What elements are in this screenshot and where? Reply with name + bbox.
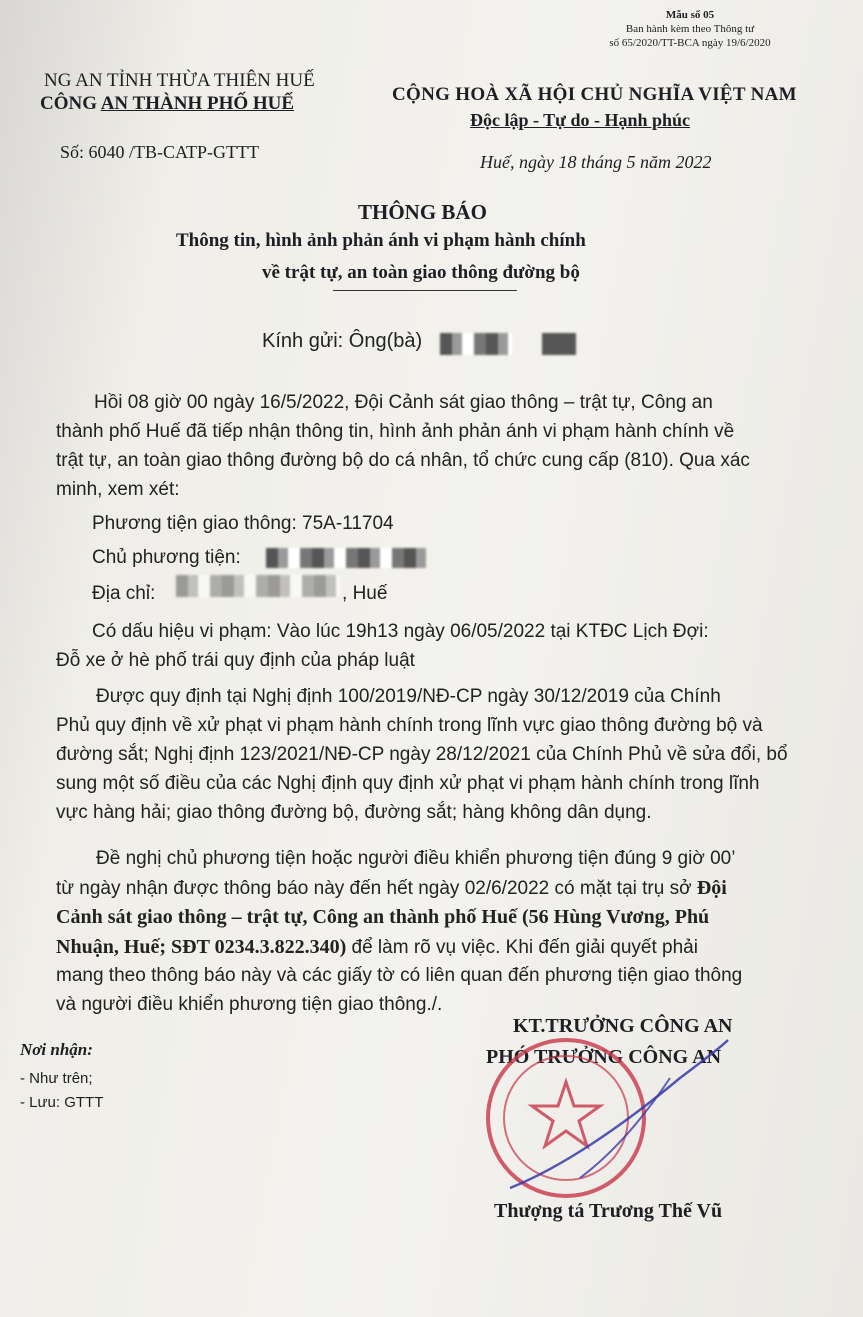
stamp-star-icon: [532, 1082, 600, 1146]
para1-line-2: thành phố Huế đã tiếp nhận thông tin, hình ảnh phản ánh vi phạm hành chính về: [56, 421, 735, 442]
vehicle-plate: Phương tiện giao thông: 75A-11704: [92, 513, 394, 534]
redacted-address: [176, 575, 340, 597]
agency-line-2-underlined: AN THÀNH PHỐ HUẾ: [100, 93, 295, 114]
request-line-3: Cảnh sát giao thông – trật tự, Công an thành phố Huế (56 Hùng Vương, Phú: [56, 906, 710, 928]
agency-line-1: NG AN TỈNH THỪA THIÊN HUẾ: [44, 70, 315, 91]
address-city: Huế: [352, 583, 388, 604]
form-issued-with: Ban hành kèm theo Thông tư: [625, 23, 755, 35]
signature-stroke-2: [580, 1078, 670, 1178]
place-date: Huế, ngày 18 tháng 5 năm 2022: [480, 152, 712, 172]
document-subtitle-1: Thông tin, hình ảnh phản ánh vi phạm hành chính: [176, 230, 586, 251]
legal-line-4: sung một số điều của các Nghị định quy định xử phạt vi phạm hành chính trong lĩnh: [56, 773, 760, 794]
signer-name: Thượng tá Trương Thế Vũ: [494, 1200, 723, 1222]
legal-line-1: Được quy định tại Nghị định 100/2019/NĐ-CP ngày 30/12/2019 của Chính: [96, 686, 721, 707]
form-note: [560, 8, 820, 50]
para1-line-4: minh, xem xét:: [56, 479, 180, 500]
form-circular: số 65/2020/TT-BCA ngày 19/6/2020: [609, 37, 771, 49]
title-underline: [333, 290, 517, 291]
legal-line-2: Phủ quy định về xử phạt vi phạm hành chính trong lĩnh vực giao thông đường bộ và: [56, 715, 763, 736]
signature-title-1: KT.TRƯỞNG CÔNG AN: [513, 1015, 733, 1037]
recipients-label: Nơi nhận:: [20, 1040, 93, 1059]
legal-line-5: vực hàng hải; giao thông đường bộ, đường sắt; hàng không dân dụng.: [56, 802, 652, 823]
address-suffix: , Huế: [342, 583, 388, 604]
official-stamp: [470, 1018, 730, 1208]
request-line-4: [56, 936, 698, 959]
salutation: Kính gửi: Ông(bà): [262, 330, 423, 352]
request-line-2-bold: Đội: [696, 877, 727, 899]
recipient-item-1: - Như trên;: [20, 1070, 93, 1087]
request-line-6: và người điều khiển phương tiện giao thông./.: [56, 994, 443, 1015]
nation-title: CỘNG HOÀ XÃ HỘI CHỦ NGHĨA VIỆT NAM: [392, 84, 797, 105]
address-label: Địa chỉ:: [92, 583, 156, 604]
request-line-2-normal: từ ngày nhận được thông báo này đến hết ngày 02/6/2022 có mặt tại trụ sở: [56, 878, 697, 899]
request-line-1: Đề nghị chủ phương tiện hoặc người điều khiển phương tiện đúng 9 giờ 00’: [96, 848, 736, 869]
agency-line-2-prefix: CÔNG: [40, 93, 101, 114]
redacted-owner: [266, 548, 426, 568]
signature-title-2: PHÓ TRƯỞNG CÔNG AN: [486, 1046, 722, 1068]
para1-line-3: trật tự, an toàn giao thông đường bộ do cá nhân, tổ chức cung cấp (810). Qua xác: [56, 450, 750, 471]
agency-line-2: [40, 93, 294, 115]
owner-label: Chủ phương tiện:: [92, 547, 241, 568]
motto: Độc lập - Tự do - Hạnh phúc: [470, 110, 691, 130]
document-subtitle-2: về trật tự, an toàn giao thông đường bộ: [262, 262, 580, 283]
violation-line-1: Có dấu hiệu vi phạm: Vào lúc 19h13 ngày 06/05/2022 tại KTĐC Lịch Đợi:: [92, 621, 709, 642]
request-line-5: mang theo thông báo này và các giấy tờ có liên quan đến phương tiện giao thông: [56, 965, 743, 986]
document-title: THÔNG BÁO: [358, 200, 487, 224]
redacted-name-2: [542, 333, 576, 355]
recipient-item-2: - Lưu: GTTT: [20, 1094, 104, 1111]
legal-line-3: đường sắt; Nghị định 123/2021/NĐ-CP ngày 28/12/2021 của Chính Phủ về sửa đổi, bổ: [56, 744, 788, 765]
violation-line-2: Đỗ xe ở hè phố trái quy định của pháp luật: [56, 650, 415, 671]
redacted-name-1: [440, 333, 512, 355]
document-number: Số: 6040 /TB-CATP-GTTT: [60, 142, 260, 162]
request-line-2: [56, 877, 727, 900]
request-line-4-bold: Nhuận, Huế; SĐT 0234.3.822.340): [56, 936, 347, 958]
request-line-4-normal: để làm rõ vụ việc. Khi đến giải quyết phải: [346, 937, 698, 958]
form-number: Mẫu số 05: [665, 9, 715, 21]
para1-line-1: Hồi 08 giờ 00 ngày 16/5/2022, Đội Cảnh sát giao thông – trật tự, Công an: [94, 392, 713, 413]
